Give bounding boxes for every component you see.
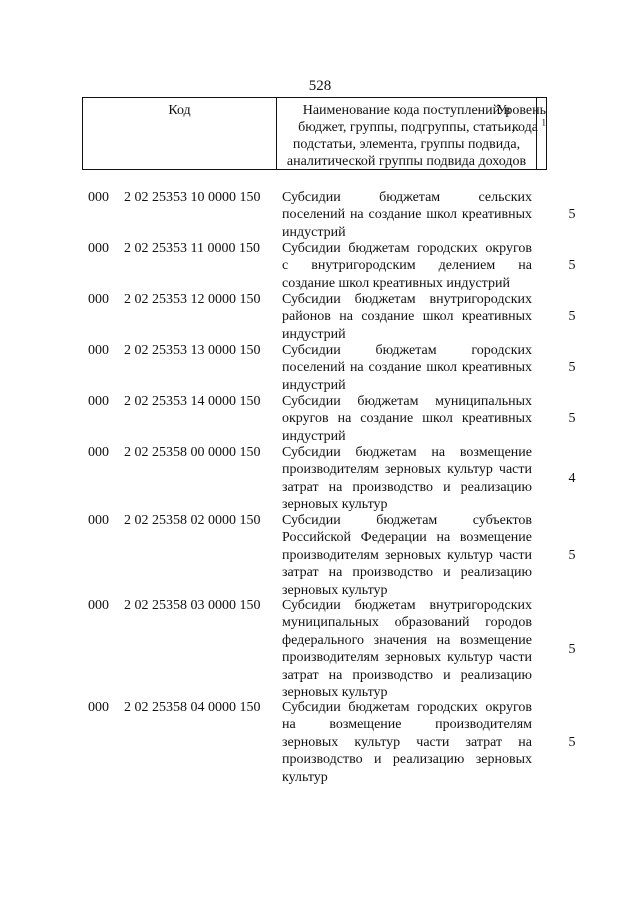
row-code: 2 02 25353 12 0000 150: [124, 292, 261, 307]
row-code: 2 02 25353 10 0000 150: [124, 190, 261, 205]
row-prefix: 000: [88, 700, 109, 715]
row-level: 5: [568, 411, 576, 427]
row-code: 2 02 25358 02 0000 150: [124, 513, 261, 528]
row-name-line: производителям зерновых культур части: [282, 650, 532, 666]
row-name-line: муниципальных образований городов: [282, 615, 532, 631]
row-name: [282, 699, 532, 786]
row-name: [282, 189, 532, 241]
row-name-line: Субсидии бюджетам городских: [282, 343, 532, 358]
header-level-line1: Уровень: [496, 103, 546, 118]
row-name-line: Субсидии бюджетам муниципальных: [282, 394, 532, 409]
row-prefix: 000: [88, 241, 109, 256]
row-code: 2 02 25358 00 0000 150: [124, 445, 261, 460]
row-name-line: производителям зерновых культур части: [282, 547, 532, 563]
row-name-line: культур: [282, 769, 328, 785]
page-number: 528: [308, 78, 332, 94]
row-level: 5: [568, 641, 576, 657]
row-code: 2 02 25353 11 0000 150: [124, 241, 260, 256]
row-prefix: 000: [88, 394, 109, 409]
row-name: [282, 393, 532, 445]
row-level: 5: [568, 734, 576, 750]
row-level: 5: [568, 207, 576, 223]
row-name: [282, 240, 532, 292]
header-level: [478, 102, 546, 136]
row-name-line: Субсидии бюджетам городских округов: [282, 241, 532, 256]
row-prefix: 000: [88, 292, 109, 307]
row-name-line: зерновых культур: [282, 497, 388, 513]
header-name-line: подстатьи, элемента, группы подвида,: [292, 137, 521, 152]
row-name-line: Субсидии бюджетам внутригородских: [282, 292, 532, 307]
row-prefix: 000: [88, 513, 109, 528]
table-header: [82, 97, 547, 170]
row-prefix: 000: [88, 445, 109, 460]
row-name: [282, 512, 532, 599]
row-name-line: с внутригородским делением на: [282, 258, 532, 274]
row-name-line: индустрий: [282, 377, 346, 393]
row-code: 2 02 25358 04 0000 150: [124, 700, 261, 715]
row-name-line: индустрий: [282, 326, 346, 342]
row-level: 5: [568, 547, 576, 563]
row-name: [282, 597, 532, 701]
row-name-line: районов на создание школ креативных: [282, 309, 532, 325]
header-level-line2: кода $^1$: [511, 117, 546, 135]
row-name-line: поселений на создание школ креативных: [282, 207, 532, 223]
row-level: 5: [568, 309, 576, 325]
row-level: 5: [568, 258, 576, 274]
row-name-line: зерновых культур: [282, 582, 388, 598]
row-prefix: 000: [88, 598, 109, 613]
row-name-line: индустрий: [282, 428, 346, 444]
row-name-line: затрат на производство и реализацию: [282, 667, 532, 683]
row-name-line: Российской Федерации на возмещение: [282, 530, 532, 546]
row-name-line: производство и реализацию зерновых: [282, 752, 532, 768]
row-level: 5: [568, 360, 576, 376]
row-code: 2 02 25353 13 0000 150: [124, 343, 261, 358]
row-prefix: 000: [88, 343, 109, 358]
row-name-line: федерального значения на возмещение: [282, 632, 532, 648]
header-name-line: Наименование кода поступлений в: [302, 103, 511, 118]
header-level-footnote: 1: [541, 117, 546, 128]
row-name-line: Субсидии бюджетам сельских: [282, 190, 532, 205]
row-level: 4: [568, 471, 576, 487]
row-name-line: зерновых культур: [282, 685, 388, 701]
row-name-line: индустрий: [282, 224, 346, 240]
row-name-line: на возмещение производителям: [282, 717, 532, 733]
header-name-line: аналитической группы подвида доходов: [286, 154, 527, 169]
row-code: 2 02 25358 03 0000 150: [124, 598, 261, 613]
row-name-line: Субсидии бюджетам внутригородских: [282, 598, 532, 613]
row-name-line: затрат на производство и реализацию: [282, 565, 532, 581]
row-code: 2 02 25353 14 0000 150: [124, 394, 261, 409]
row-name-line: затрат на производство и реализацию: [282, 479, 532, 495]
row-name-line: округов на создание школ креативных: [282, 411, 532, 427]
row-name-line: Субсидии бюджетам субъектов: [282, 513, 532, 528]
header-name-line: бюджет, группы, подгруппы, статьи,: [298, 120, 515, 135]
row-name-line: Субсидии бюджетам на возмещение: [282, 445, 532, 460]
row-name-line: производителям зерновых культур части: [282, 462, 532, 478]
row-name-line: Субсидии бюджетам городских округов: [282, 700, 532, 715]
header-code: Код: [83, 98, 277, 169]
row-prefix: 000: [88, 190, 109, 205]
row-name: [282, 342, 532, 394]
row-name: [282, 444, 532, 514]
row-name-line: создание школ креативных индустрий: [282, 275, 510, 291]
row-name: [282, 291, 532, 343]
row-name-line: поселений на создание школ креативных: [282, 360, 532, 376]
row-name-line: зерновых культур части затрат на: [282, 734, 532, 750]
